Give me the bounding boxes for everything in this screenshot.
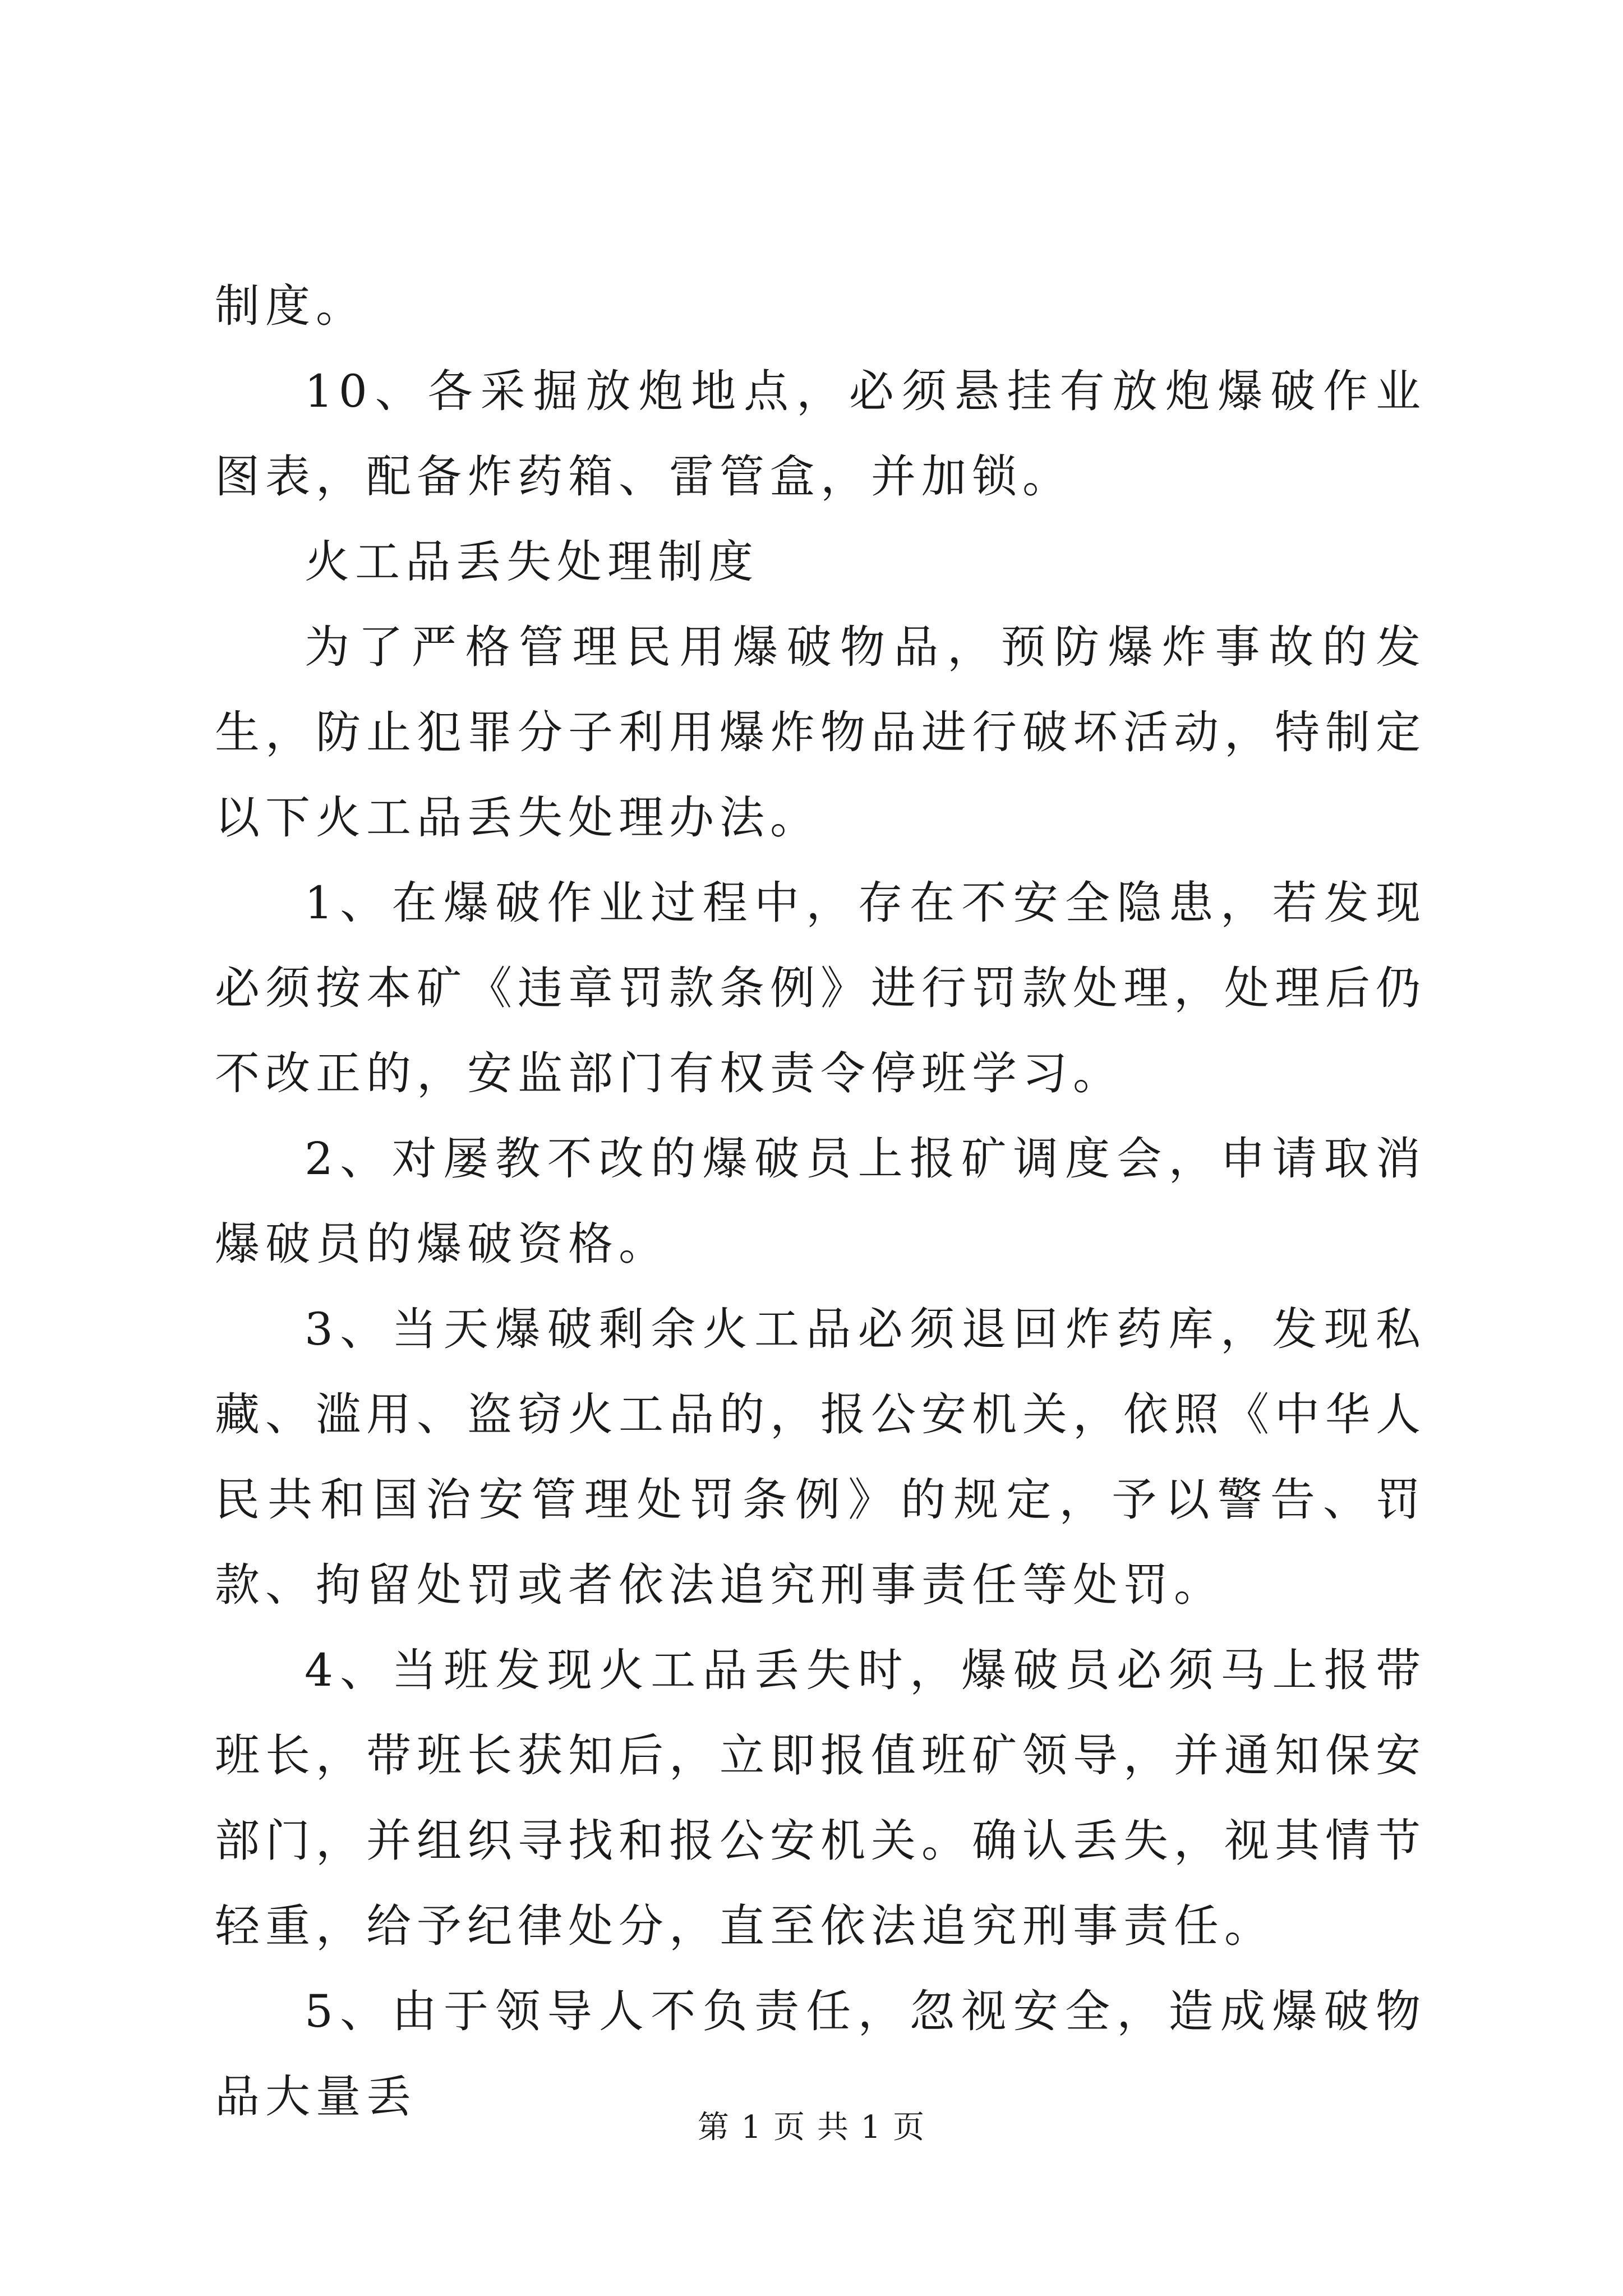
paragraph-item-1: 1、在爆破作业过程中，存在不安全隐患，若发现必须按本矿《违章罚款条例》进行罚款处理，处理后仍不改正的，安监部门有权责令停班学习。 [215,877,1426,1099]
paragraph-intro: 为了严格管理民用爆破物品，预防爆炸事故的发生，防止犯罪分子利用爆炸物品进行破坏活动，特制定以下火工品丢失处理办法。 [215,621,1426,844]
paragraph-item-5: 5、由于领导人不负责任，忽视安全，造成爆破物品大量丢 [215,1985,1426,2123]
paragraph-2: 10、各采掘放炮地点，必须悬挂有放炮爆破作业图表，配备炸药箱、雷管盒，并加锁。 [215,365,1426,503]
page-footer: 第 1 页 共 1 页 [697,2109,926,2146]
paragraph-item-2: 2、对屡教不改的爆破员上报矿调度会，申请取消爆破员的爆破资格。 [215,1133,1426,1270]
paragraph-item-3: 3、当天爆破剩余火工品必须退回炸药库，发现私藏、滥用、盗窃火工品的，报公安机关，依照《中华人民共和国治安管理处罚条例》的规定，予以警告、罚款、拘留处罚或者依法追究刑事责任等处罚。 [215,1303,1426,1611]
document-body [215,264,1426,2139]
paragraph-1: 制度。 [215,280,366,332]
paragraph-item-4: 4、当班发现火工品丢失时，爆破员必须马上报带班长，带班长获知后，立即报值班矿领导，并通知保安部门，并组织寻找和报公安机关。确认丢失，视其情节轻重，给予纪律处分，直至依法追究刑事责任。 [215,1644,1426,1952]
section-heading: 火工品丢失处理制度 [305,536,759,588]
